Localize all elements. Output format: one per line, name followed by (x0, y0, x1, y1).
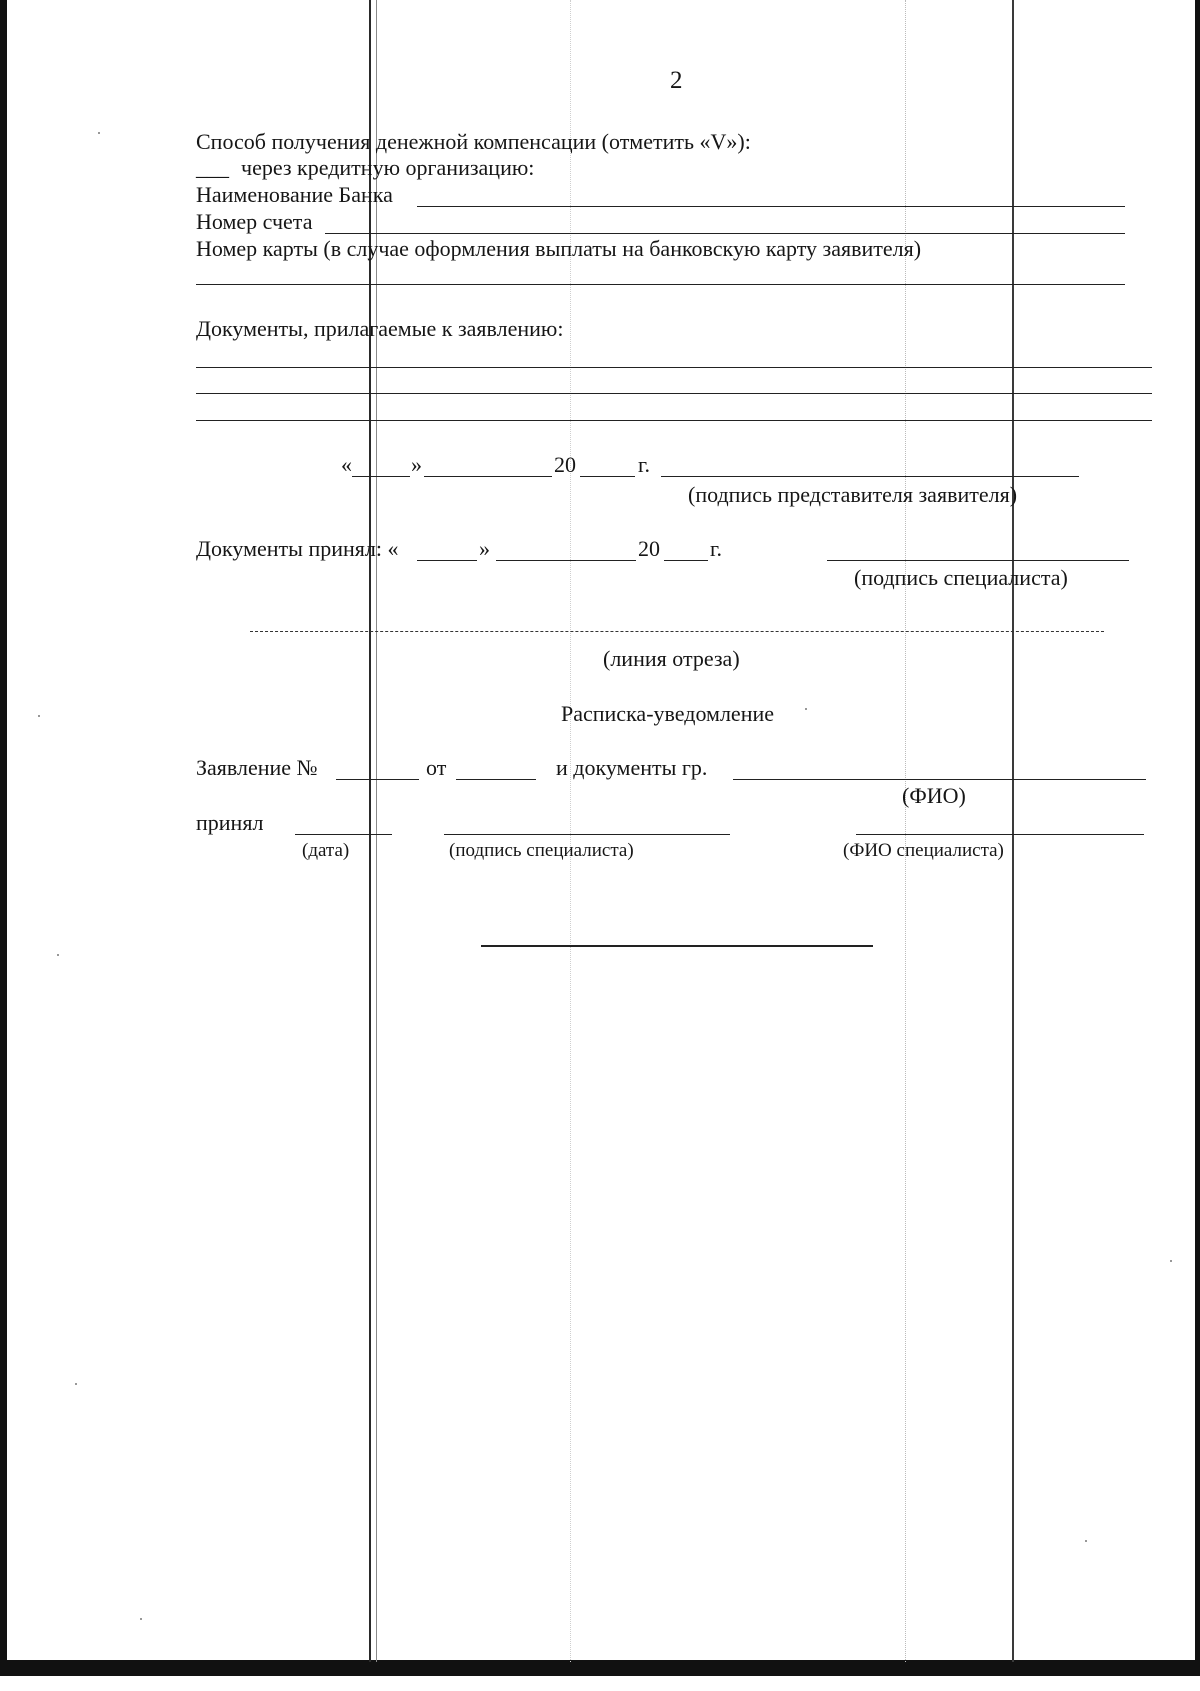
statement-from-label: от (426, 755, 447, 780)
scan-edge-bottom (0, 1660, 1200, 1676)
received-signature-caption: (подпись специалиста) (449, 840, 634, 861)
attached-documents-heading: Документы, прилагаемые к заявлению: (196, 316, 564, 341)
scan-edge-right (1195, 0, 1200, 1691)
cut-line-caption: (линия отреза) (603, 646, 740, 671)
specialist-signature-field[interactable] (827, 560, 1129, 561)
scan-margin-bottom (0, 1676, 1200, 1691)
documents-accepted-label: Документы принял: « (196, 536, 399, 561)
scan-speck (75, 1383, 77, 1385)
received-specialist-fio-field[interactable] (856, 834, 1144, 835)
accepted-year-field[interactable] (664, 560, 708, 561)
date-open-quote: « (341, 452, 352, 477)
bank-name-label: Наименование Банка (196, 182, 393, 207)
statement-number-label: Заявление № (196, 755, 318, 780)
received-specialist-fio-caption: (ФИО специалиста) (843, 840, 1004, 861)
received-date-field[interactable] (295, 834, 392, 835)
scan-speck (98, 132, 100, 134)
card-number-label: Номер карты (в случае оформления выплаты на банковскую карту заявителя) (196, 236, 922, 261)
applicant-signature-field[interactable] (661, 476, 1079, 477)
scan-speck (1170, 1260, 1172, 1262)
accepted-month-field[interactable] (496, 560, 636, 561)
citizen-fio-caption: (ФИО) (902, 783, 966, 808)
closing-rule (481, 945, 873, 947)
received-signature-field[interactable] (444, 834, 730, 835)
accepted-day-field[interactable] (417, 560, 477, 561)
scan-edge-left (0, 0, 7, 1691)
account-number-field[interactable] (325, 233, 1125, 234)
account-number-label: Номер счета (196, 209, 313, 234)
applicant-signature-caption: (подпись представителя заявителя) (688, 482, 1018, 507)
received-by-label: принял (196, 810, 264, 835)
date-year-field[interactable] (580, 476, 635, 477)
accepted-year-suffix: г. (710, 536, 723, 561)
accepted-close-quote: » (479, 536, 490, 561)
scan-speck (38, 715, 40, 717)
date-year-prefix: 20 (554, 452, 576, 477)
page-number: 2 (670, 67, 683, 94)
attached-documents-line-2[interactable] (196, 393, 1152, 394)
documents-citizen-label: и документы гр. (556, 755, 708, 780)
cut-line (250, 631, 1104, 632)
bank-name-field[interactable] (417, 206, 1125, 207)
statement-date-field[interactable] (456, 779, 536, 780)
date-close-quote: » (411, 452, 422, 477)
scan-speck (57, 954, 59, 956)
specialist-signature-caption: (подпись специалиста) (854, 565, 1068, 590)
scan-speck (140, 1618, 142, 1620)
statement-number-field[interactable] (336, 779, 419, 780)
accepted-year-prefix: 20 (638, 536, 660, 561)
payment-option-credit-org: через кредитную организацию: (241, 155, 535, 180)
scan-speck (805, 708, 807, 710)
scan-speck (1085, 1540, 1087, 1542)
attached-documents-line-1[interactable] (196, 367, 1152, 368)
card-number-field[interactable] (196, 284, 1125, 285)
citizen-fio-field[interactable] (733, 779, 1146, 780)
receipt-title: Расписка-уведомление (561, 701, 775, 726)
received-date-caption: (дата) (302, 840, 350, 861)
date-year-suffix: г. (638, 452, 651, 477)
scan-fold-line (1012, 0, 1014, 1662)
payment-option-checkbox-blank[interactable]: ___ (196, 155, 229, 180)
payment-method-heading: Способ получения денежной компенсации (отметить «V»): (196, 129, 751, 154)
date-day-field[interactable] (352, 476, 410, 477)
attached-documents-line-3[interactable] (196, 420, 1152, 421)
date-month-field[interactable] (424, 476, 552, 477)
